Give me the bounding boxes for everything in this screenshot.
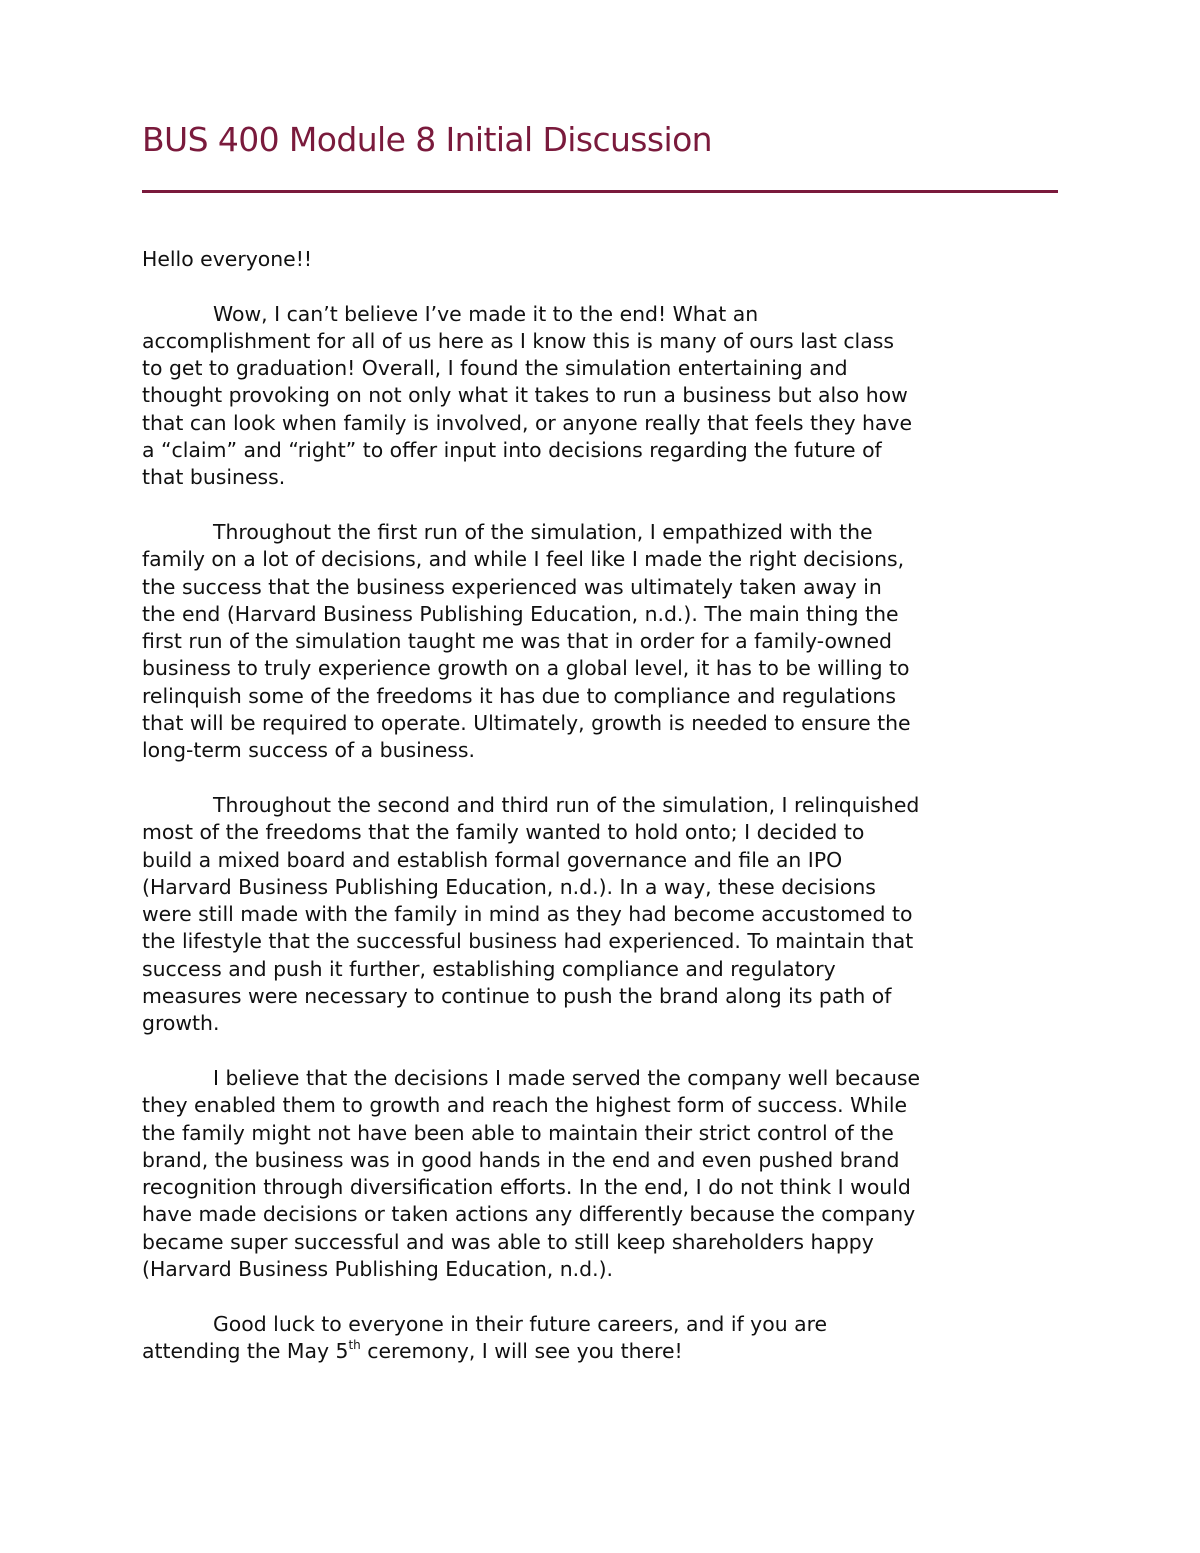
- paragraph-line: recognition through diversification efforts. In the end, I do not think I would: [142, 1175, 911, 1200]
- paragraph-line: the family might not have been able to maintain their strict control of the: [142, 1120, 894, 1145]
- paragraph-line: family on a lot of decisions, and while I feel like I made the right decisions,: [142, 547, 905, 572]
- paragraph-line: a “claim” and “right” to offer input into decisions regarding the future of: [142, 438, 882, 463]
- paragraph-line: were still made with the family in mind as they had become accustomed to: [142, 902, 913, 927]
- paragraph-line: Throughout the first run of the simulation, I empathized with the: [213, 519, 873, 544]
- title-underline-rule: [142, 190, 1058, 193]
- paragraph-line: to get to graduation! Overall, I found the simulation entertaining and: [142, 356, 848, 381]
- paragraph-3: [142, 792, 1058, 1038]
- paragraph-line: they enabled them to growth and reach the highest form of success. While: [142, 1093, 908, 1118]
- paragraph-line: first run of the simulation taught me was that in order for a family-owned: [142, 629, 893, 654]
- paragraph-line: (Harvard Business Publishing Education, n.d.). In a way, these decisions: [142, 874, 876, 899]
- paragraph-line: long-term success of a business.: [142, 738, 475, 763]
- closing-line: Good luck to everyone in their future careers, and if you are: [213, 1311, 828, 1336]
- paragraph-line: brand, the business was in good hands in the end and even pushed brand: [142, 1147, 900, 1172]
- paragraph-line: build a mixed board and establish formal governance and file an IPO: [142, 847, 843, 872]
- paragraph-line: the lifestyle that the successful business had experienced. To maintain that: [142, 929, 914, 954]
- paragraph-line: relinquish some of the freedoms it has due to compliance and regulations: [142, 683, 896, 708]
- paragraph-line: Wow, I can’t believe I’ve made it to the end! What an: [213, 301, 759, 326]
- greeting-line: Hello everyone!!: [142, 247, 313, 271]
- paragraph-line: thought provoking on not only what it takes to run a business but also how: [142, 383, 908, 408]
- paragraph-line: business to truly experience growth on a global level, it has to be willing to: [142, 656, 910, 681]
- closing-text: ceremony, I will see you there!: [360, 1338, 683, 1363]
- paragraph-line: that can look when family is involved, or anyone really that feels they have: [142, 410, 913, 435]
- paragraph-line: that business.: [142, 465, 286, 490]
- paragraph-line: success and push it further, establishing compliance and regulatory: [142, 956, 836, 981]
- paragraph-line: measures were necessary to continue to push the brand along its path of: [142, 984, 892, 1009]
- paragraph-line: growth.: [142, 1011, 220, 1036]
- document-body: [142, 246, 1058, 1392]
- paragraph-line: accomplishment for all of us here as I know this is many of ours last class: [142, 328, 894, 353]
- paragraph-line: I believe that the decisions I made served the company well because: [213, 1065, 921, 1090]
- closing-paragraph: [142, 1311, 1058, 1366]
- paragraph-2: [142, 519, 1058, 765]
- document-title: BUS 400 Module 8 Initial Discussion: [142, 120, 712, 159]
- paragraph-line: (Harvard Business Publishing Education, n.d.).: [142, 1256, 614, 1281]
- closing-text: attending the May 5: [142, 1338, 349, 1363]
- paragraph-line: the success that the business experienced was ultimately taken away in: [142, 574, 882, 599]
- paragraph-line: most of the freedoms that the family wanted to hold onto; I decided to: [142, 820, 865, 845]
- paragraph-line: that will be required to operate. Ultimately, growth is needed to ensure the: [142, 711, 911, 736]
- greeting-paragraph: [142, 246, 1058, 273]
- paragraph-1: [142, 301, 1058, 492]
- paragraph-line: became super successful and was able to still keep shareholders happy: [142, 1229, 874, 1254]
- paragraph-line: Throughout the second and third run of the simulation, I relinquished: [213, 792, 920, 817]
- paragraph-line: have made decisions or taken actions any differently because the company: [142, 1202, 916, 1227]
- paragraph-4: [142, 1065, 1058, 1283]
- ordinal-suffix: th: [348, 1337, 361, 1352]
- paragraph-line: the end (Harvard Business Publishing Education, n.d.). The main thing the: [142, 601, 899, 626]
- closing-line: [142, 1338, 1058, 1365]
